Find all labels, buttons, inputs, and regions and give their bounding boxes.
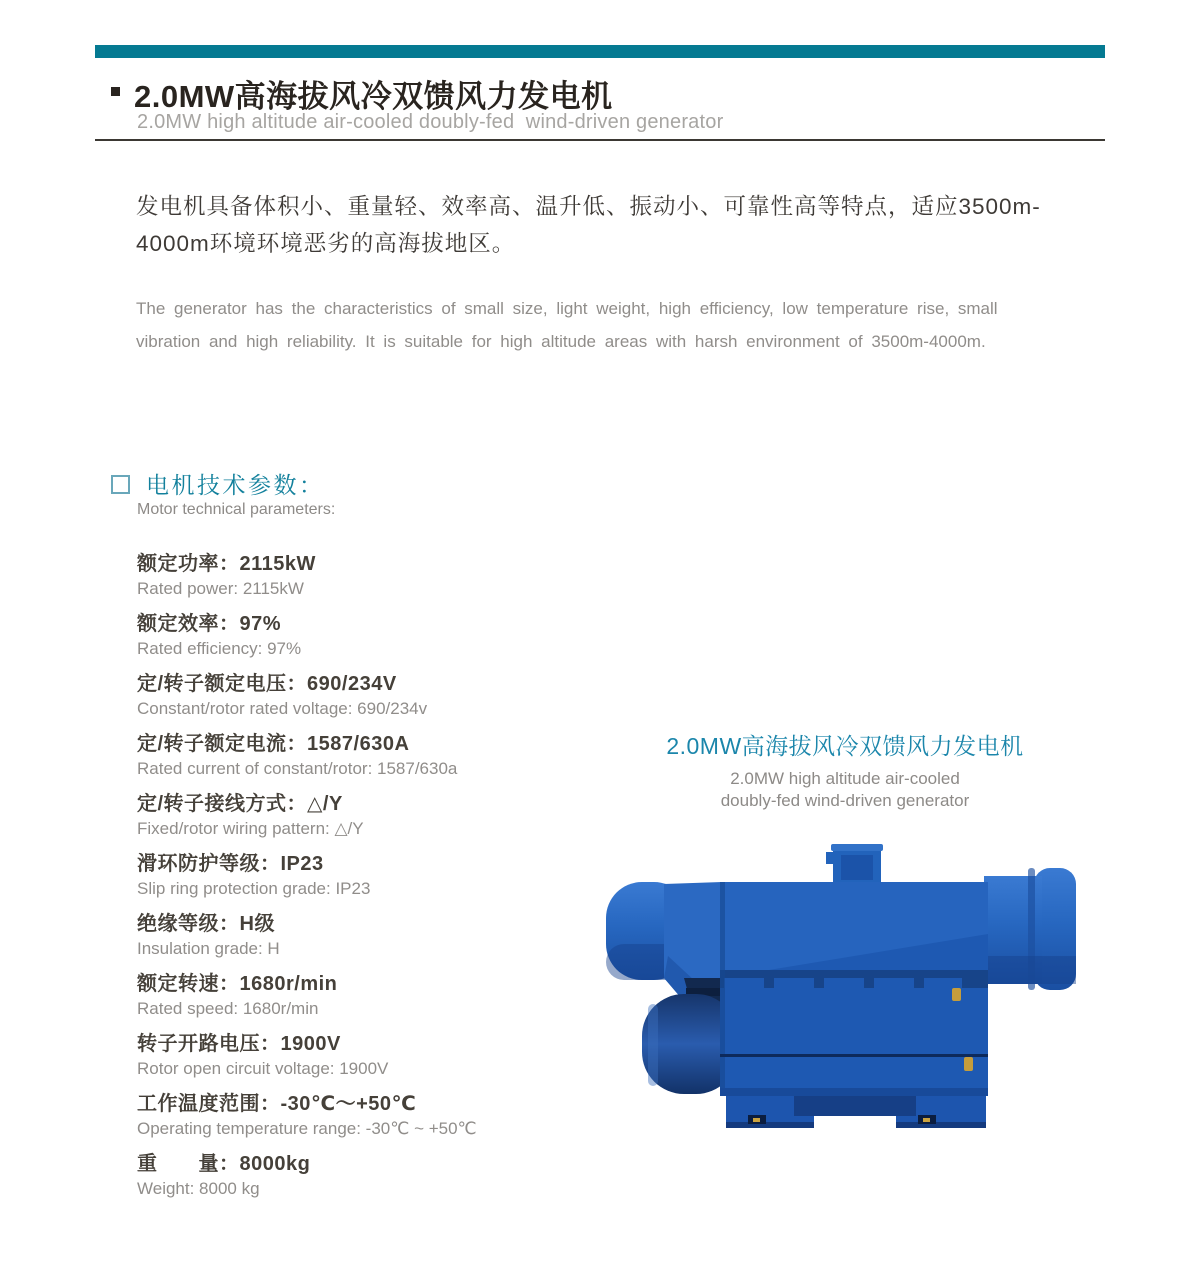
header-accent-bar [95, 45, 1105, 58]
spec-label-en: Operating temperature range: -30℃ ~ +50℃ [137, 1119, 477, 1138]
spec-item [137, 851, 607, 901]
generator-image [598, 838, 1088, 1138]
section-checkbox-icon [111, 475, 130, 494]
spec-item [137, 671, 607, 721]
spec-label-zh: 转子开路电压：1900V [137, 1033, 341, 1055]
spec-list [137, 551, 607, 1211]
figure-caption-en-line: 2.0MW high altitude air-cooled [730, 769, 960, 788]
intro-line-en: The generator has the characteristics of small size, light weight, high efficiency, low temperature rise, small [136, 299, 998, 318]
spec-item [137, 1031, 607, 1081]
intro-line-zh: 发电机具备体积小、重量轻、效率高、温升低、振动小、可靠性高等特点，适应3500m- [136, 194, 1041, 219]
spec-label-zh: 滑环防护等级：IP23 [137, 853, 324, 875]
spec-item [137, 911, 607, 961]
intro-line-en: vibration and high reliability. It is suitable for high altitude areas with harsh environment of 3500m-4000m. [136, 332, 986, 351]
spec-item [137, 611, 607, 661]
title-divider-line [95, 139, 1105, 141]
spec-label-en: Slip ring protection grade: IP23 [137, 879, 371, 898]
spec-label-en: Insulation grade: H [137, 939, 280, 958]
spec-label-zh: 额定转速：1680r/min [137, 973, 338, 995]
spec-label-zh: 重 量：8000kg [137, 1153, 311, 1175]
spec-item [137, 791, 607, 841]
spec-item [137, 551, 607, 601]
intro-line-zh: 4000m环境环境恶劣的高海拔地区。 [136, 231, 516, 256]
main-body [720, 882, 988, 1096]
spec-label-zh: 工作温度范围：-30℃～+50℃ [137, 1093, 417, 1115]
section-title-en: Motor technical parameters: [137, 501, 336, 518]
spec-item [137, 1091, 607, 1141]
spec-item [137, 731, 607, 781]
page-title-zh: 2.0MW高海拔风冷双馈风力发电机 [134, 79, 613, 114]
figure-caption-en [600, 768, 1090, 812]
spec-label-en: Fixed/rotor wiring pattern: △/Y [137, 819, 364, 838]
spec-item [137, 971, 607, 1021]
spec-label-en: Weight: 8000 kg [137, 1179, 260, 1198]
spec-label-zh: 绝缘等级：H级 [137, 913, 275, 935]
section-title-zh: 电机技术参数： [146, 472, 325, 498]
right-duct [984, 868, 1076, 990]
spec-label-en: Constant/rotor rated voltage: 690/234v [137, 699, 428, 718]
spec-label-en: Rated efficiency: 97% [137, 639, 302, 658]
spec-label-zh: 额定功率：2115kW [137, 553, 316, 575]
spec-label-zh: 额定效率：97% [137, 613, 282, 635]
spec-label-en: Rated power: 2115kW [137, 579, 304, 598]
figure-caption-zh: 2.0MW高海拔风冷双馈风力发电机 [666, 733, 1024, 759]
base-feet [726, 1096, 986, 1128]
intro-paragraph-zh [136, 188, 1086, 262]
spec-item [137, 1151, 607, 1201]
junction-box [826, 844, 883, 886]
spec-label-en: Rated current of constant/rotor: 1587/630a [137, 759, 458, 778]
title-bullet-square [111, 87, 120, 96]
figure-caption-en-line: doubly-fed wind-driven generator [720, 791, 970, 810]
spec-label-en: Rated speed: 1680r/min [137, 999, 319, 1018]
intro-paragraph-en [136, 292, 1066, 358]
page-title-en: 2.0MW high altitude air-cooled doubly-fed wind-driven generator [137, 111, 724, 133]
spec-label-en: Rotor open circuit voltage: 1900V [137, 1059, 389, 1078]
spec-label-zh: 定/转子额定电压：690/234V [137, 673, 397, 695]
spec-label-zh: 定/转子接线方式：△/Y [137, 793, 343, 815]
spec-label-zh: 定/转子额定电流：1587/630A [137, 733, 410, 755]
figure-caption [600, 728, 1090, 812]
